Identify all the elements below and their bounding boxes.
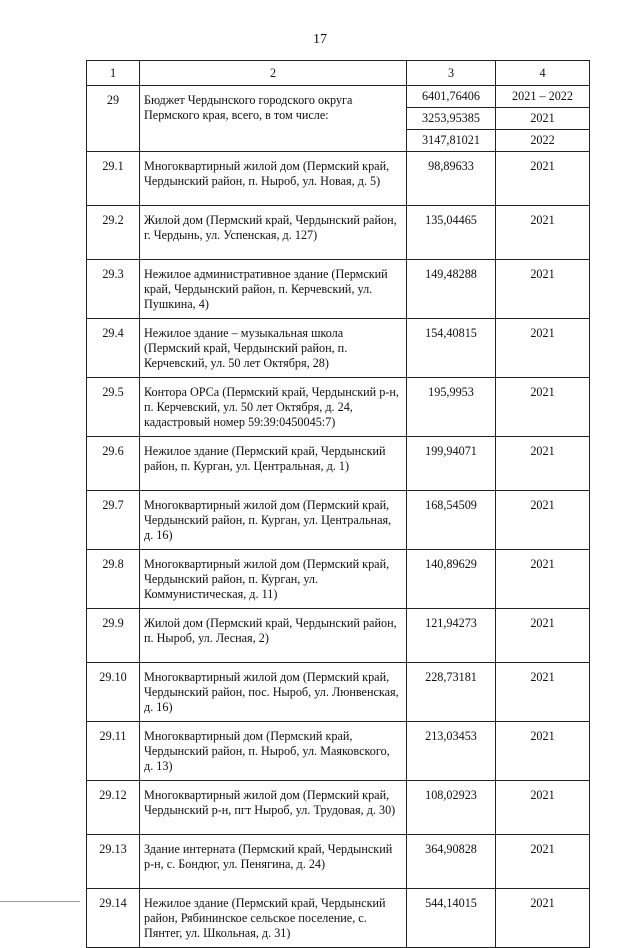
row-year: 2021 bbox=[496, 437, 590, 491]
row-object-name: Жилой дом (Пермский край, Чердынский район, г. Чердынь, ул. Успенская, д. 127) bbox=[140, 206, 407, 260]
row-amount: 149,48288 bbox=[407, 260, 496, 319]
row-year: 2021 bbox=[496, 260, 590, 319]
row-year: 2021 bbox=[496, 491, 590, 550]
table-row bbox=[87, 609, 590, 663]
table-row bbox=[87, 722, 590, 781]
row-year: 2021 bbox=[496, 889, 590, 948]
total-sum-2021: 3253,95385 bbox=[407, 108, 496, 130]
row-amount: 135,04465 bbox=[407, 206, 496, 260]
row-number: 29.4 bbox=[87, 319, 140, 378]
row-year: 2021 bbox=[496, 206, 590, 260]
table-row bbox=[87, 378, 590, 437]
row-number: 29.7 bbox=[87, 491, 140, 550]
row-object-name: Контора ОРСа (Пермский край, Чердынский р-н, п. Керчевский, ул. 50 лет Октября, д. 24, кадастровый номер 59:39:0450045:7) bbox=[140, 378, 407, 437]
row-object-name: Многоквартирный жилой дом (Пермский край, Чердынский район, п. Курган, ул. Центральная, д. 16) bbox=[140, 491, 407, 550]
row-object-name: Нежилое здание (Пермский край, Чердынский район, Рябининское сельское поселение, с. Пянтег, ул. Школьная, д. 31) bbox=[140, 889, 407, 948]
row-year: 2021 bbox=[496, 722, 590, 781]
table-row bbox=[87, 206, 590, 260]
row-object-name: Здание интерната (Пермский край, Чердынский р-н, с. Бондюг, ул. Пенягина, д. 24) bbox=[140, 835, 407, 889]
row-amount: 168,54509 bbox=[407, 491, 496, 550]
header-col-3: 3 bbox=[407, 61, 496, 86]
row-number: 29.5 bbox=[87, 378, 140, 437]
row-amount: 199,94071 bbox=[407, 437, 496, 491]
row-year: 2021 bbox=[496, 781, 590, 835]
row-year: 2021 bbox=[496, 319, 590, 378]
table-row bbox=[87, 889, 590, 948]
row-year: 2021 bbox=[496, 663, 590, 722]
row-number: 29.11 bbox=[87, 722, 140, 781]
row-year: 2021 bbox=[496, 152, 590, 206]
row-object-name: Нежилое здание – музыкальная школа (Пермский край, Чердынский район, п. Керчевский, ул. 50 лет Октября, 28) bbox=[140, 319, 407, 378]
budget-table bbox=[86, 60, 590, 948]
row-object-name: Нежилое здание (Пермский край, Чердынский район, п. Курган, ул. Центральная, д. 1) bbox=[140, 437, 407, 491]
total-sum-2022: 3147,81021 bbox=[407, 130, 496, 152]
total-row bbox=[87, 86, 590, 108]
table-row bbox=[87, 491, 590, 550]
row-number: 29.2 bbox=[87, 206, 140, 260]
table-row bbox=[87, 550, 590, 609]
row-amount: 228,73181 bbox=[407, 663, 496, 722]
table-row bbox=[87, 260, 590, 319]
row-amount: 154,40815 bbox=[407, 319, 496, 378]
row-amount: 98,89633 bbox=[407, 152, 496, 206]
table-row bbox=[87, 835, 590, 889]
row-number: 29.13 bbox=[87, 835, 140, 889]
row-amount: 213,03453 bbox=[407, 722, 496, 781]
table-row bbox=[87, 781, 590, 835]
row-number: 29.6 bbox=[87, 437, 140, 491]
footer-rule bbox=[0, 901, 80, 902]
row-number: 29.1 bbox=[87, 152, 140, 206]
row-amount: 195,9953 bbox=[407, 378, 496, 437]
table-row bbox=[87, 663, 590, 722]
header-col-4: 4 bbox=[496, 61, 590, 86]
row-year: 2021 bbox=[496, 609, 590, 663]
row-number: 29.8 bbox=[87, 550, 140, 609]
table-row bbox=[87, 437, 590, 491]
row-amount: 121,94273 bbox=[407, 609, 496, 663]
row-number: 29.12 bbox=[87, 781, 140, 835]
row-object-name: Нежилое административное здание (Пермский край, Чердынский район, п. Керчевский, ул. Пушкина, 4) bbox=[140, 260, 407, 319]
row-amount: 364,90828 bbox=[407, 835, 496, 889]
table-row bbox=[87, 152, 590, 206]
row-year: 2021 bbox=[496, 378, 590, 437]
row-amount: 108,02923 bbox=[407, 781, 496, 835]
row-object-name: Многоквартирный жилой дом (Пермский край, Чердынский р-н, пгт Ныроб, ул. Трудовая, д. 30) bbox=[140, 781, 407, 835]
row-number: 29.14 bbox=[87, 889, 140, 948]
row-year: 2021 bbox=[496, 835, 590, 889]
header-col-2: 2 bbox=[140, 61, 407, 86]
total-name: Бюджет Чердынского городского округа Пермского края, всего, в том числе: bbox=[140, 86, 407, 152]
row-number: 29.10 bbox=[87, 663, 140, 722]
row-object-name: Многоквартирный дом (Пермский край, Чердынский район, п. Ныроб, ул. Маяковского, д. 13) bbox=[140, 722, 407, 781]
header-col-1: 1 bbox=[87, 61, 140, 86]
total-num: 29 bbox=[87, 86, 140, 152]
table-header-row bbox=[87, 61, 590, 86]
total-year-2021: 2021 bbox=[496, 108, 590, 130]
row-amount: 140,89629 bbox=[407, 550, 496, 609]
row-object-name: Многоквартирный жилой дом (Пермский край, Чердынский район, п. Ныроб, ул. Новая, д. 5) bbox=[140, 152, 407, 206]
row-number: 29.3 bbox=[87, 260, 140, 319]
row-object-name: Многоквартирный жилой дом (Пермский край, Чердынский район, п. Курган, ул. Коммунистическая, д. 11) bbox=[140, 550, 407, 609]
row-object-name: Жилой дом (Пермский край, Чердынский район, п. Ныроб, ул. Лесная, 2) bbox=[140, 609, 407, 663]
table-row bbox=[87, 319, 590, 378]
total-year-2022: 2022 bbox=[496, 130, 590, 152]
row-number: 29.9 bbox=[87, 609, 140, 663]
row-amount: 544,14015 bbox=[407, 889, 496, 948]
row-object-name: Многоквартирный жилой дом (Пермский край, Чердынский район, пос. Ныроб, ул. Люнвенская, д. 16) bbox=[140, 663, 407, 722]
total-sum-all: 6401,76406 bbox=[407, 86, 496, 108]
total-year-all: 2021 – 2022 bbox=[496, 86, 590, 108]
row-year: 2021 bbox=[496, 550, 590, 609]
page-number: 17 bbox=[313, 32, 327, 47]
